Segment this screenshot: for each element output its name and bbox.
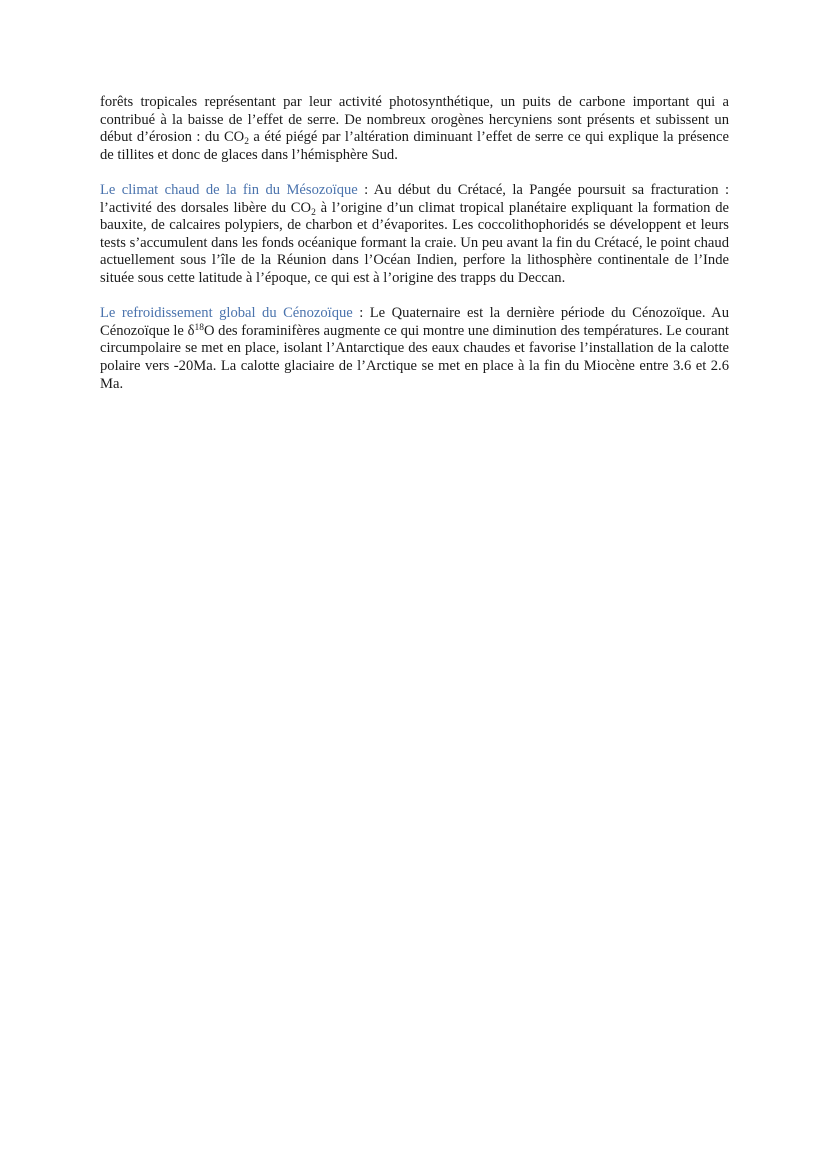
section-heading-cenozoic: Le refroidissement global du Cénozoïque [100,305,353,322]
section-heading-mesozoic: Le climat chaud de la fin du Mésozoïque [100,181,358,198]
paragraph-text: à l’origine d’un climat tropical planétaire expliquant la formation de bauxite, de calcaires polypiers, de charbon et d’évaporites. Les coccolithophoridés se développent et leurs tests s’accumulent dans les fonds océanique formant la craie. Un peu avant la fin du Crétacé, le point chaud actuellement sous l’île de la Réunion dans l’Océan Indien, perfore la lithosphère continentale de l’Inde située sous cette latitude à l’époque, ce qui est à l’origine des trapps du Deccan. [100,199,729,286]
paragraph-text: O des foraminifères augmente ce qui montre une diminution des températures. Le courant circumpolaire se met en place, isolant l’Antarctique des eaux chaudes et favorise l’installation de la calotte polaire vers -20Ma. La calotte glaciaire de l’Arctique se met en place à la fin du Miocène entre 3.6 et 2.6 Ma. [100,322,729,392]
paragraph-text: a été piégé par l’altération diminuant l’effet de serre ce qui explique la présence de tillites et donc de glaces dans l’hémisphère Sud. [100,129,729,163]
subscript-2: 2 [311,207,316,218]
superscript-18: 18 [194,322,204,333]
paragraph-paleozoic-end [100,94,729,164]
paragraph-text: forêts tropicales représentant par leur activité photosynthétique, un puits de carbone important qui a contribué à la baisse de l’effet de serre. De nombreux orogènes hercyniens sont présents et subissent un début d’érosion : du CO [100,94,729,146]
paragraph-text: : Le Quaternaire est la dernière période du Cénozoïque. Au Cénozoïque le δ [100,305,729,339]
document-page [100,94,729,411]
paragraph-cenozoic-cooling [100,305,729,393]
paragraph-mesozoic-warm [100,182,729,288]
subscript-2: 2 [244,137,249,148]
paragraph-text: : Au début du Crétacé, la Pangée poursuit sa fracturation : l’activité des dorsales libère du CO [100,181,729,216]
